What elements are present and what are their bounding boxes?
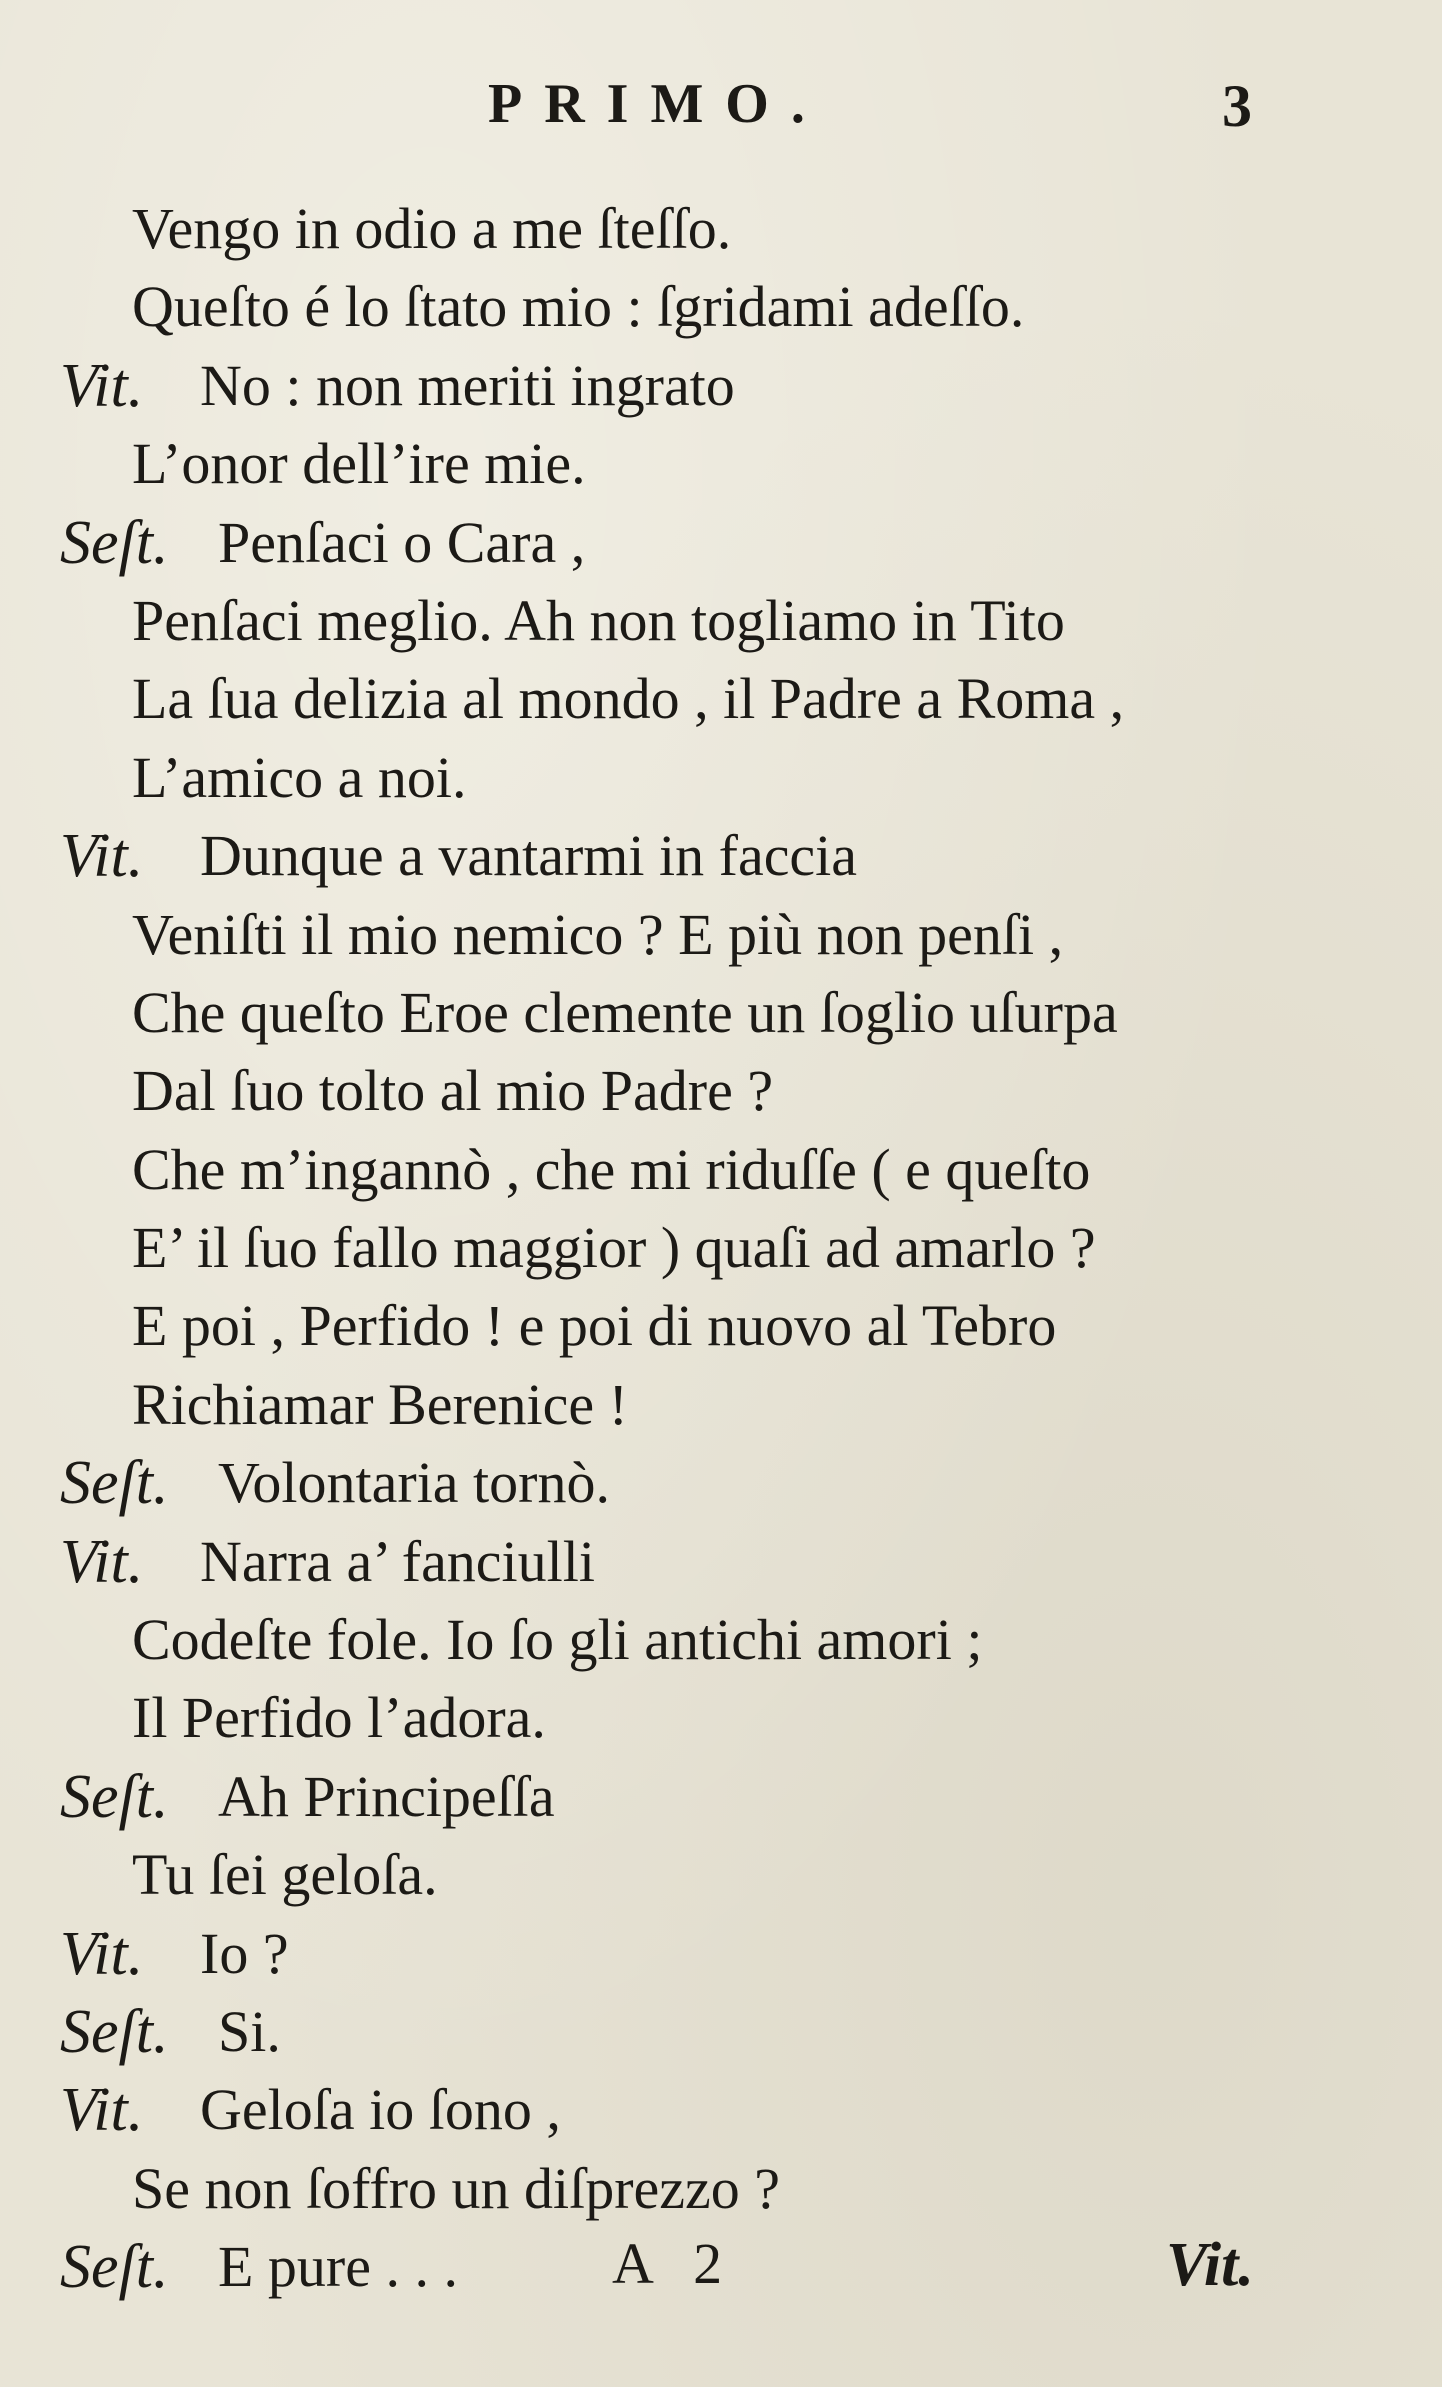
speech-text: Se non ſoffro un diſprezzo ? xyxy=(132,2155,781,2221)
speech-text: Narra a’ fanciulli xyxy=(200,1528,596,1594)
speaker-name: Seſt. xyxy=(60,2233,169,2302)
speech-text: Veniſti il mio nemico ? E più non penſi , xyxy=(132,901,1064,967)
running-title: PRIMO. xyxy=(488,73,827,135)
speech-text: L’amico a noi. xyxy=(132,744,467,810)
signature-mark: A 2 xyxy=(612,2231,737,2296)
speaker-name: Seſt. xyxy=(60,1762,169,1831)
text-line xyxy=(0,1366,1442,1444)
text-line xyxy=(0,1444,1442,1522)
speech-text: L’onor dell’ire mie. xyxy=(132,431,586,497)
speech-text: Codeſte fole. Io ſo gli antichi amori ; xyxy=(132,1607,983,1673)
speech-text: E’ il ſuo fallo maggior ) quaſi ad amarlo ? xyxy=(132,1215,1096,1281)
speech-text: La ſua delizia al mondo , il Padre a Roma , xyxy=(132,666,1125,732)
speech-text: Dunque a vantarmi in faccia xyxy=(200,823,858,889)
speech-text: Vengo in odio a me ſteſſo. xyxy=(132,196,732,261)
page-header xyxy=(0,72,1442,142)
text-line xyxy=(0,739,1442,817)
text-line xyxy=(0,1287,1442,1365)
page-footer xyxy=(0,2230,1442,2310)
text-line xyxy=(0,2150,1442,2228)
speaker-name: Vit. xyxy=(60,2076,144,2145)
speech-text: Queſto é lo ſtato mio : ſgridami adeſſo. xyxy=(132,274,1025,340)
speech-text: Io ? xyxy=(200,1920,289,1986)
text-line xyxy=(0,1601,1442,1679)
text-line xyxy=(0,974,1442,1052)
speech-text: Penſaci o Cara , xyxy=(218,509,586,575)
speech-text: No : non meriti ingrato xyxy=(200,352,735,418)
text-line xyxy=(0,1679,1442,1757)
speech-text: Che queſto Eroe clemente un ſoglio uſurpa xyxy=(132,979,1118,1045)
text-line xyxy=(0,582,1442,660)
speech-text: Ah Principeſſa xyxy=(218,1763,555,1829)
speaker-name: Vit. xyxy=(60,351,144,420)
speech-text: Si. xyxy=(218,1998,281,2064)
speaker-name: Seſt. xyxy=(60,1449,169,1518)
speaker-name: Seſt. xyxy=(60,508,169,577)
speech-text: Penſaci meglio. Ah non togliamo in Tito xyxy=(132,587,1065,653)
text-line xyxy=(0,1915,1442,1993)
speech-text: E pure . . . xyxy=(218,2234,458,2300)
speech-text: Che m’ingannò , che mi riduſſe ( e queſto xyxy=(132,1136,1091,1202)
speech-text: Volontaria tornò. xyxy=(218,1450,610,1516)
text-line xyxy=(0,896,1442,974)
speaker-name: Vit. xyxy=(60,1527,144,1596)
speech-text: Dal ſuo tolto al mio Padre ? xyxy=(132,1058,774,1124)
speech-text: Tu ſei geloſa. xyxy=(132,1842,438,1908)
text-line xyxy=(0,1758,1442,1836)
text-line xyxy=(0,504,1442,582)
text-line xyxy=(0,1993,1442,2071)
text-line xyxy=(0,1523,1442,1601)
text-line xyxy=(0,425,1442,503)
text-line xyxy=(0,1131,1442,1209)
text-line xyxy=(0,190,1442,268)
text-line xyxy=(0,660,1442,738)
text-line xyxy=(0,1836,1442,1914)
text-line xyxy=(0,268,1442,346)
speech-text: Il Perfido l’adora. xyxy=(132,1685,546,1751)
speech-text: Richiamar Berenice ! xyxy=(132,1371,628,1437)
catchword: Vit. xyxy=(1166,2231,1254,2299)
speaker-name: Vit. xyxy=(60,1919,144,1988)
speaker-name: Vit. xyxy=(60,822,144,891)
speaker-name: Seſt. xyxy=(60,1997,169,2066)
text-line xyxy=(0,817,1442,895)
text-line xyxy=(0,1209,1442,1287)
page-number: 3 xyxy=(1222,73,1252,139)
text-line xyxy=(0,2071,1442,2149)
speech-text: Geloſa io ſono , xyxy=(200,2077,561,2143)
text-line xyxy=(0,1052,1442,1130)
dialogue-text xyxy=(0,190,1442,2307)
text-line xyxy=(0,347,1442,425)
speech-text: E poi , Perfido ! e poi di nuovo al Tebro xyxy=(132,1293,1057,1359)
